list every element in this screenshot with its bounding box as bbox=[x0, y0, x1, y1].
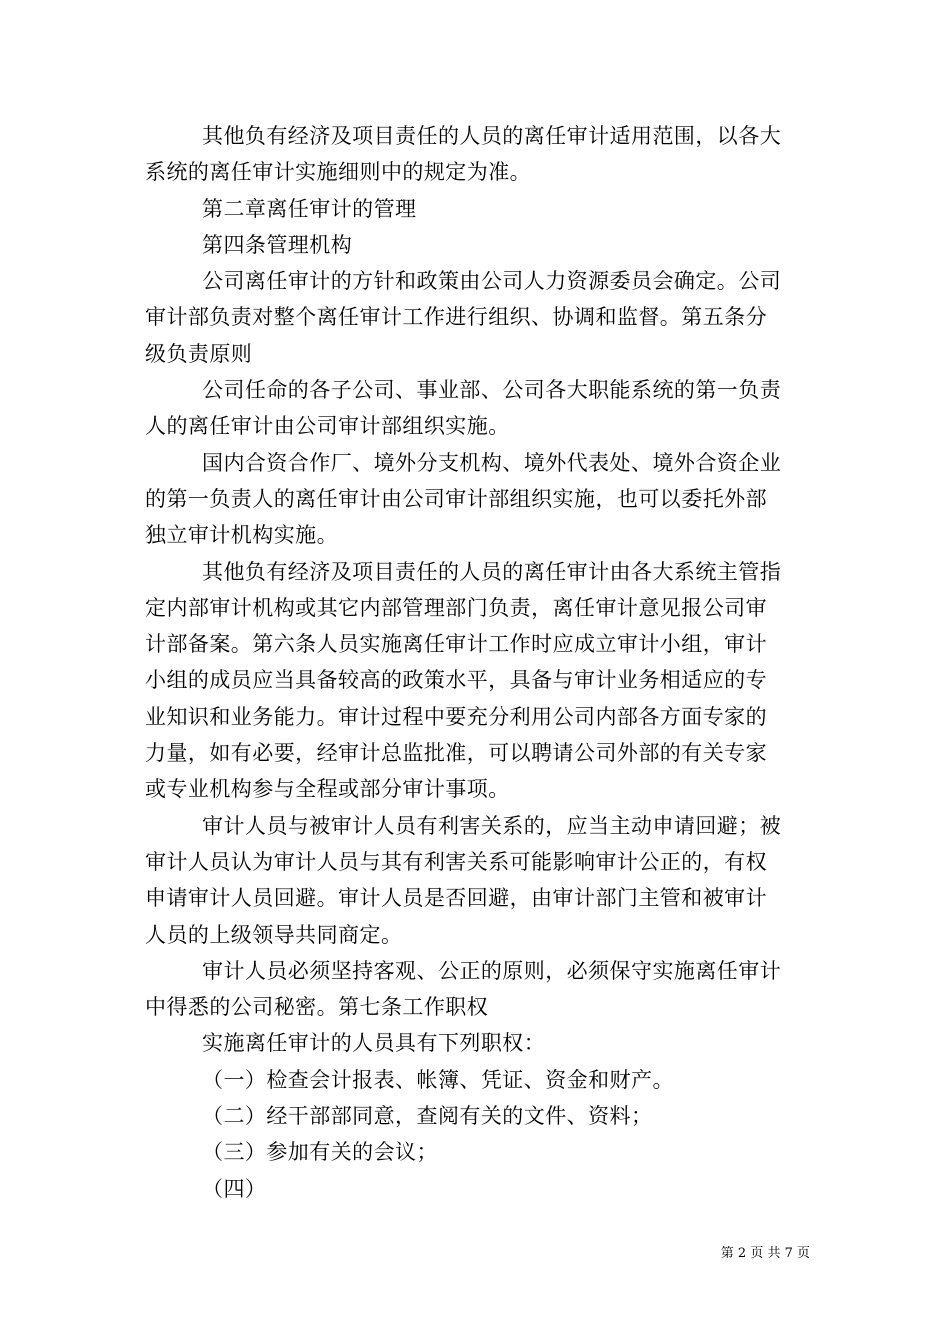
text-line: 计部备案。第六条人员实施离任审计工作时应成立审计小组，审计 bbox=[145, 632, 768, 657]
text-line: 力量，如有必要，经审计总监批准，可以聘请公司外部的有关专家 bbox=[145, 741, 768, 766]
text-line: 级负责原则 bbox=[145, 341, 253, 366]
text-line: 其他负有经济及项目责任的人员的离任审计适用范围，以各大 bbox=[202, 124, 782, 148]
text-line: 独立审计机构实施。 bbox=[145, 523, 339, 548]
text-line: （四） bbox=[202, 1176, 267, 1201]
text-line: 系统的离任审计实施细则中的规定为准。 bbox=[145, 160, 532, 185]
text-line: 中得悉的公司秘密。第七条工作职权 bbox=[145, 995, 489, 1020]
text-line: 或专业机构参与全程或部分审计事项。 bbox=[145, 777, 510, 802]
text-line: （二）经干部部同意，查阅有关的文件、资料； bbox=[202, 1104, 653, 1129]
text-line: 审计人员认为审计人员与其有利害关系可能影响审计公正的，有权 bbox=[145, 849, 768, 874]
text-line: 其他负有经济及项目责任的人员的离任审计由各大系统主管指 bbox=[202, 559, 782, 584]
text-line: 审计人员与被审计人员有利害关系的，应当主动申请回避；被 bbox=[202, 813, 782, 838]
text-line: 业知识和业务能力。审计过程中要充分利用公司内部各方面专家的 bbox=[145, 704, 768, 729]
text-line: 审计部负责对整个离任审计工作进行组织、协调和监督。第五条分 bbox=[145, 305, 768, 330]
text-line: 小组的成员应当具备较高的政策水平，具备与审计业务相适应的专 bbox=[145, 668, 768, 693]
text-line: 人员的上级领导共同商定。 bbox=[145, 922, 403, 947]
text-line: 申请审计人员回避。审计人员是否回避，由审计部门主管和被审计 bbox=[145, 886, 768, 911]
text-line: 第四条管理机构 bbox=[202, 232, 353, 257]
text-line: 公司任命的各子公司、事业部、公司各大职能系统的第一负责 bbox=[202, 378, 782, 403]
text-line: 实施离任审计的人员具有下列职权： bbox=[202, 1031, 546, 1056]
text-line: 审计人员必须坚持客观、公正的原则，必须保守实施离任审计 bbox=[202, 958, 782, 983]
document-body bbox=[145, 118, 805, 1207]
text-line: 的第一负责人的离任审计由公司审计部组织实施，也可以委托外部 bbox=[145, 486, 768, 511]
text-line: 第二章离任审计的管理 bbox=[202, 196, 417, 221]
text-line: （一）检查会计报表、帐簿、凭证、资金和财产。 bbox=[202, 1067, 674, 1092]
page-number-footer: 第 2 页 共 7 页 bbox=[720, 1246, 810, 1261]
text-line: （三）参加有关的会议； bbox=[202, 1140, 438, 1165]
text-line: 国内合资合作厂、境外分支机构、境外代表处、境外合资企业 bbox=[202, 450, 782, 475]
text-line: 人的离任审计由公司审计部组织实施。 bbox=[145, 414, 510, 439]
text-line: 公司离任审计的方针和政策由公司人力资源委员会确定。公司 bbox=[202, 269, 782, 294]
text-line: 定内部审计机构或其它内部管理部门负责，离任审计意见报公司审 bbox=[145, 595, 768, 620]
